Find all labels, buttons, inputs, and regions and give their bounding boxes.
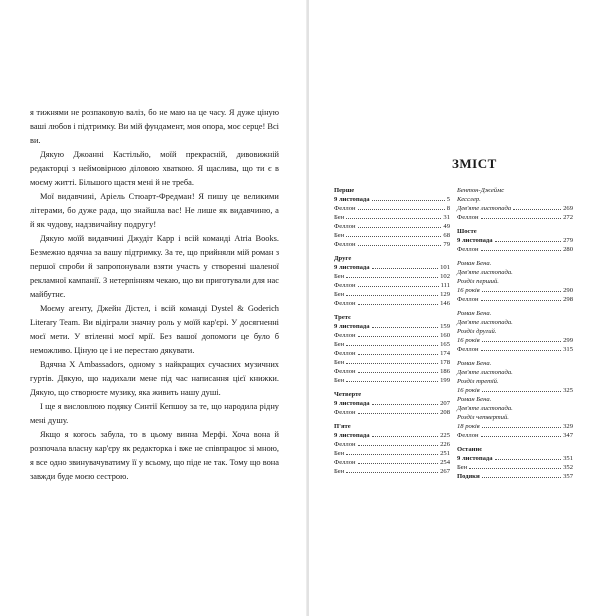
toc-entry [457,422,573,431]
toc-page-number: 347 [563,432,573,439]
toc-entry-label: Бен [334,214,345,221]
toc-entry-label: Бен [334,359,345,366]
paragraph: Дякую Джоанні Кастільйо, моїй прекрасній, дивовижній редакторці з неймовірною діловою хваткою. Я щаслива, що ти є в моєму житті. Більшого щастя мені й не треба. [30,150,279,187]
toc-title: ЗМІСТ [452,156,497,171]
toc-page-number: 31 [443,214,450,221]
toc-entry [457,386,573,395]
toc-part-heading: П'яте [334,423,351,430]
toc-entry-label: 16 років [457,337,480,344]
toc-entry-label: Феллон [334,241,356,248]
acknowledgements-text [30,106,279,484]
toc-leader-dots [481,436,562,437]
toc-page-number: 267 [440,468,450,475]
toc-leader-dots [346,218,441,219]
toc-leader-dots [481,350,562,351]
toc-leader-dots [481,250,562,251]
toc-page-number: 280 [563,246,573,253]
toc-entry-label: Бен [334,232,345,239]
toc-page-number: 352 [563,464,573,471]
toc-entry-label: Феллон [334,332,356,339]
toc-page-number: 5 [446,196,450,203]
toc-chapter-title-line: Розділ третій. [457,378,499,385]
toc-entry [457,431,573,440]
toc-section [334,186,450,249]
toc-entry [334,408,450,417]
toc-chapter-title-line: Дев'яте листопада. [457,269,513,276]
toc-chapter-title-line: Дев'яте листопада. [457,405,513,412]
toc-part-subheading [334,195,450,204]
toc-right-column [457,186,573,486]
toc-leader-dots [358,286,439,287]
toc-section [457,309,573,354]
toc-entry [334,467,450,476]
toc-section [457,445,573,481]
toc-section [334,254,450,308]
toc-page-number: 101 [440,264,450,271]
toc-section [334,422,450,476]
toc-leader-dots [481,300,562,301]
toc-entry-label: Феллон [457,432,479,439]
toc-page-number: 102 [440,273,450,280]
toc-entry-label: 16 років [457,387,480,394]
toc-page-number: 315 [563,346,573,353]
toc-entry-label: Дев'яте листопада [457,205,512,212]
toc-page-number: 351 [563,455,573,462]
toc-entry-label: Феллон [457,246,479,253]
toc-page-number: 79 [443,241,450,248]
toc-entry [457,472,573,481]
toc-entry-label: Феллон [457,296,479,303]
toc-entry-label: 18 років [457,423,480,430]
toc-entry [334,376,450,385]
toc-entry-label: Феллон [334,282,356,289]
toc-left-column [334,186,450,481]
toc-entry [457,463,573,472]
toc-part-date: 9 листопада [334,323,370,330]
toc-leader-dots [358,209,445,210]
toc-section [457,259,573,304]
toc-section [457,186,573,222]
toc-entry [457,204,573,213]
toc-leader-dots [346,277,438,278]
toc-entry [457,245,573,254]
toc-entry-label: Феллон [334,441,356,448]
toc-leader-dots [346,236,441,237]
toc-part-subheading [457,454,573,463]
toc-entry [334,222,450,231]
toc-part-heading: Друге [334,255,352,262]
toc-entry-label: Подяки [457,473,480,480]
toc-leader-dots [372,436,439,437]
toc-page-number: 178 [440,359,450,366]
toc-leader-dots [358,354,439,355]
toc-entry-label: Феллон [334,368,356,375]
paragraph: Мої видавчині, Аріель Стюарт-Фредман! Я пишу це великими літерами, бо дуже рада, що знайшла вас! Не лише як видавчиню, а й як чудову, надзвичайну подругу! [30,192,279,229]
toc-chapter-title-line: Розділ другий. [457,328,497,335]
toc-leader-dots [372,200,445,201]
toc-page-number: 208 [440,409,450,416]
toc-page-number: 272 [563,214,573,221]
toc-entry [334,272,450,281]
toc-entry [334,299,450,308]
toc-chapter-title-line: Дев'яте листопада. [457,369,513,376]
toc-entry [457,213,573,222]
toc-part-subheading [334,399,450,408]
toc-page-number: 226 [440,441,450,448]
toc-leader-dots [495,241,562,242]
paragraph: І ще я висловлюю подяку Синтії Кепшоу за те, що народила рідну мені душу. [30,402,279,425]
toc-entry [334,204,450,213]
toc-entry-label: 16 років [457,287,480,294]
toc-page-number: 186 [440,368,450,375]
toc-entry-label: Бен [334,273,345,280]
toc-part-subheading [334,322,450,331]
toc-leader-dots [372,404,439,405]
toc-leader-dots [358,413,439,414]
toc-chapter-title-line: Роман Бена. [457,260,492,267]
toc-leader-dots [346,454,438,455]
toc-page-number: 129 [440,291,450,298]
paragraph: Якщо я когось забула, то в цьому винна Мерфі. Хоча вона й розпочала власну кар'єру як редакторка і вже не співпрацює зі мною, я все одно звинувачуватиму її у всьому, що піде не так. Тому що вона завжди буде моєю сестрою. [30,430,279,481]
toc-entry [457,286,573,295]
paragraph: Вдячна X Ambassadors, одному з найкращих сучасних музичних гуртів. Дякую, що надихали мене під час написання цієї книжки. Дякую, що створюєте музику, яка живить нашу душі. [30,360,279,397]
toc-page-number: 8 [446,205,450,212]
toc-leader-dots [372,327,439,328]
toc-page-number: 159 [440,323,450,330]
toc-entry [334,213,450,222]
toc-page-number: 254 [440,459,450,466]
toc-leader-dots [358,227,442,228]
toc-leader-dots [358,463,439,464]
toc-part-subheading [334,263,450,272]
toc-part-date: 9 листопада [457,237,493,244]
toc-entry-label: Бен [334,341,345,348]
toc-page-number: 329 [563,423,573,430]
toc-leader-dots [358,304,439,305]
toc-page-number: 269 [563,205,573,212]
toc-page-number: 251 [440,450,450,457]
paragraph: я тижнями не розпаковую валіз, бо не маю на це часу. Я дуже ціную ваші любов і підтримку. Ви мій фундамент, моя опора, моє серце! Всі ви. [30,108,279,145]
toc-entry [457,345,573,354]
toc-section [457,359,573,395]
toc-entry [334,231,450,240]
toc-part-date: 9 листопада [334,264,370,271]
toc-chapter-title-line: Роман Бена. [457,310,492,317]
toc-leader-dots [358,372,439,373]
toc-page-number: 299 [563,337,573,344]
toc-entry [334,367,450,376]
toc-leader-dots [469,468,561,469]
toc-page-number: 298 [563,296,573,303]
toc-part-heading: Четверте [334,391,362,398]
toc-entry [334,331,450,340]
toc-leader-dots [482,427,561,428]
toc-chapter-title-line: Роман Бена. [457,396,492,403]
toc-part-subheading [457,236,573,245]
toc-entry-label: Феллон [334,350,356,357]
toc-part-heading: Останнє [457,446,483,453]
toc-leader-dots [482,291,561,292]
toc-page-number: 160 [440,332,450,339]
toc-page-number: 290 [563,287,573,294]
toc-page-number: 111 [440,282,450,289]
toc-section [457,395,573,440]
toc-leader-dots [346,295,438,296]
toc-part-heading: Шосте [457,228,477,235]
toc-leader-dots [346,345,438,346]
toc-page-number: 68 [443,232,450,239]
toc-page-number: 174 [440,350,450,357]
toc-entry [334,440,450,449]
toc-page-number: 165 [440,341,450,348]
toc-leader-dots [358,245,442,246]
toc-entry-label: Бен [334,291,345,298]
toc-page-number: 225 [440,432,450,439]
toc-entry-label: Бен [457,464,468,471]
toc-page-number: 357 [563,473,573,480]
toc-part-date: 9 листопада [334,196,370,203]
toc-part-date: 9 листопада [334,432,370,439]
toc-page-number: 325 [563,387,573,394]
toc-page-number: 279 [563,237,573,244]
toc-entry-label: Феллон [334,409,356,416]
toc-entry-label: Феллон [334,223,356,230]
toc-section [457,227,573,254]
toc-page-number: 146 [440,300,450,307]
toc-entry [334,349,450,358]
toc-entry-label: Феллон [457,346,479,353]
paragraph: Моєму агенту, Джейн Дістел, і всій команді Dystel & Goderich Literary Team. Ви відіграли значну роль у моїй кар'єрі. У досягненні моєї мети. У втіленні моєї мрії. Без вашої допомоги це було б неможливо. Ціную це і не перестаю дякувати. [30,304,279,355]
toc-chapter-title-line: Роман Бена. [457,360,492,367]
toc-leader-dots [346,381,438,382]
toc-part-date: 9 листопада [334,400,370,407]
toc-leader-dots [358,336,439,337]
toc-chapter-title-line: Бентон-Джеймс [457,187,505,194]
toc-entry-label: Феллон [334,459,356,466]
toc-page-number: 199 [440,377,450,384]
toc-entry [457,295,573,304]
toc-chapter-title-line: Розділ перший. [457,278,499,285]
toc-leader-dots [495,459,562,460]
toc-entry-label: Бен [334,468,345,475]
toc-entry [334,240,450,249]
toc-leader-dots [482,477,561,478]
toc-part-subheading [334,431,450,440]
toc-chapter-title-line: Кесслер. [457,196,481,203]
toc-part-date: 9 листопада [457,455,493,462]
toc-leader-dots [481,218,562,219]
toc-leader-dots [513,209,561,210]
toc-entry-label: Бен [334,450,345,457]
left-page [0,0,307,616]
toc-section [334,313,450,385]
toc-entry [334,458,450,467]
toc-chapter-title-line: Розділ четвертий. [457,414,509,421]
toc-part-heading: Перше [334,187,355,194]
toc-page-number: 49 [443,223,450,230]
toc-entry [334,340,450,349]
toc-entry-label: Феллон [334,205,356,212]
toc-entry [334,290,450,299]
paragraph: Дякую моїй видавчині Джудіт Карр і всій команді Atria Books. Безмежно вдячна за вашу підтримку. За те, що прийняли мій роман з першої спроби й запропонували взяти участь у створенні шаленої рекламної кампанії. З нетерпінням чекаю, що ви приготували для нас майбутнє. [30,234,279,299]
toc-leader-dots [482,341,561,342]
toc-section [334,390,450,417]
toc-leader-dots [482,391,561,392]
toc-chapter-title-line: Дев'яте листопада. [457,319,513,326]
toc-leader-dots [346,363,438,364]
toc-entry-label: Бен [334,377,345,384]
toc-entry [334,449,450,458]
toc-entry-label: Феллон [334,300,356,307]
toc-page-number: 207 [440,400,450,407]
toc-leader-dots [358,445,439,446]
toc-entry [457,336,573,345]
toc-entry [334,281,450,290]
toc-entry [334,358,450,367]
toc-leader-dots [372,268,439,269]
toc-part-heading: Третє [334,314,351,321]
toc-leader-dots [346,472,438,473]
toc-entry-label: Феллон [457,214,479,221]
